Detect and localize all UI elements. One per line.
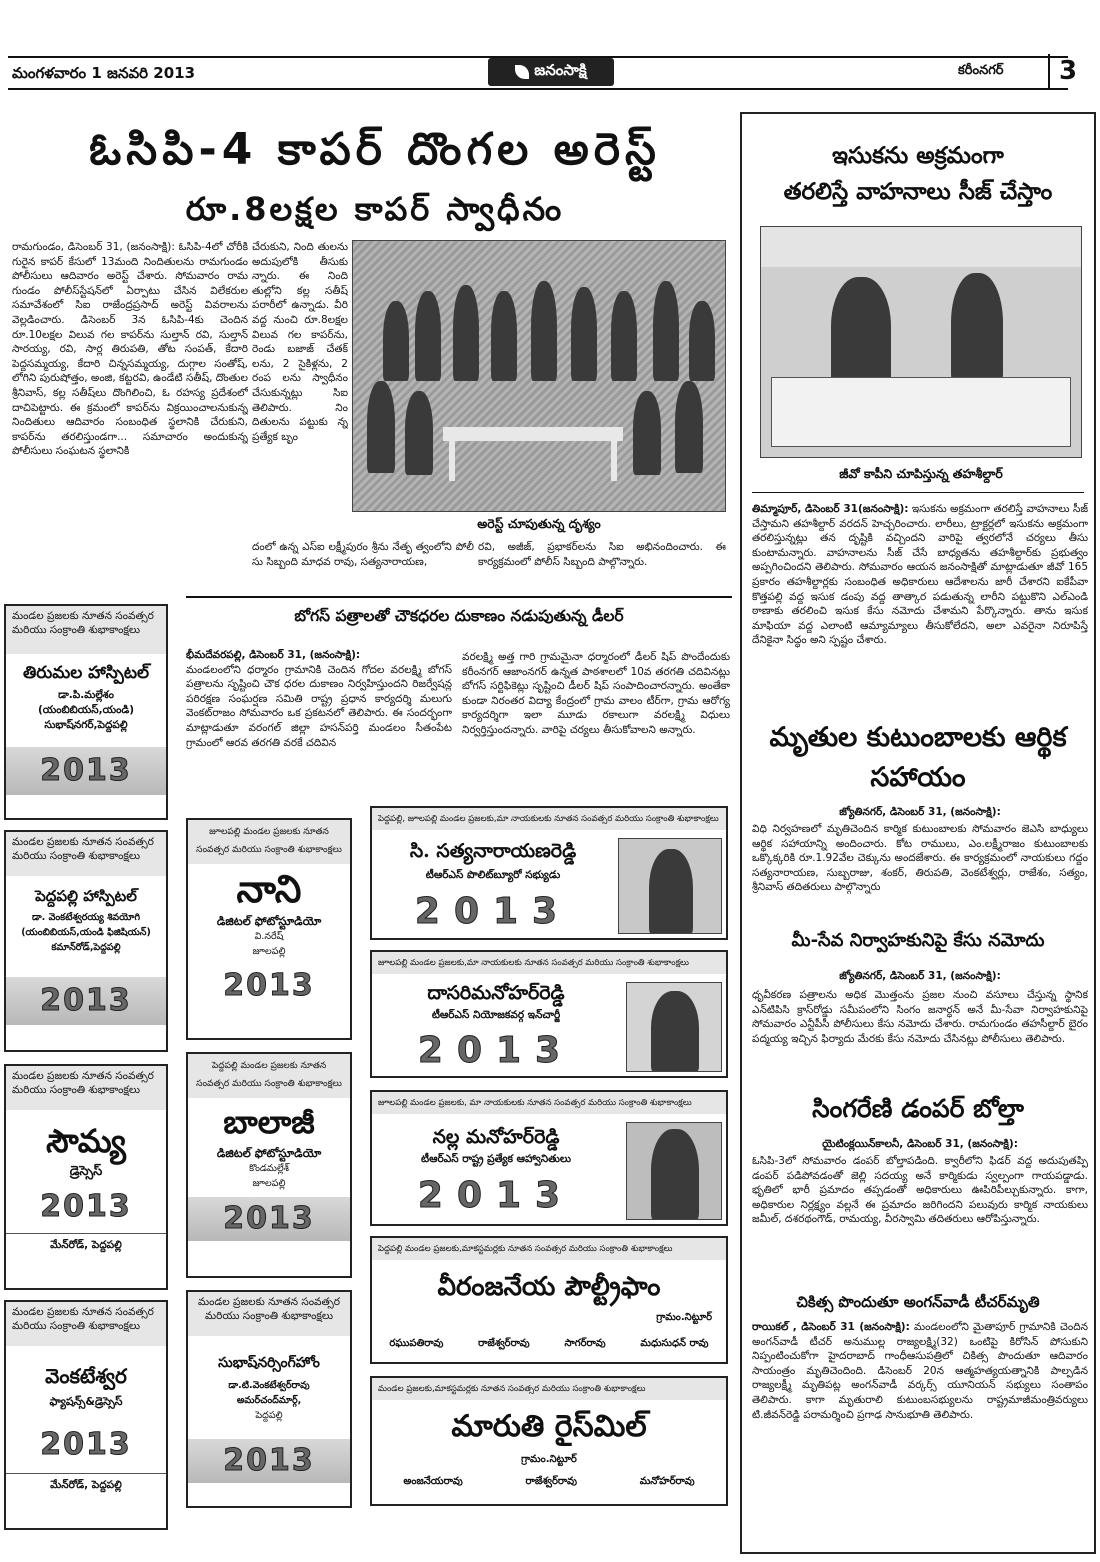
paper-name: జనంసాక్షి (534, 61, 587, 79)
ad-business-name: సుభాష్‌నర్సింగ్‌హోం (218, 1355, 320, 1371)
ad-venkateshwara (4, 1300, 168, 1530)
ad-greeting: జూలపల్లి మండల ప్రజలకు, మా నాయకులకు నూతన సంవత్సర మరియు సంక్రాంతి శుభాకాంక్షలు (372, 1092, 726, 1114)
leaf-icon (515, 65, 529, 79)
ad-greeting: జూలపల్లి మండల ప్రజలకు,మా నాయకులకు నూతన సంవత్సర మరియు సంక్రాంతి శుభాకాంక్షలు (372, 952, 726, 974)
ad-person-name: నల్ల మనోహర్‌రెడ్డి (432, 1126, 560, 1148)
ad-line: డా.పి.మల్లేశం (58, 689, 114, 701)
ad-greeting: మండల ప్రజలకు నూతన సంవత్సర మరియు సంక్రాంతి శుభాకాంక్షలు (6, 1066, 166, 1110)
bogus-headline: బోగస్‌ పత్రాలతో చౌకధరల దుకాణం నడుపుతున్న డీలర్‌ (294, 607, 624, 625)
ad-line: సుభాష్‌నగర్‌,పెద్దపల్లి (44, 719, 128, 731)
ad-tirumala (4, 604, 168, 820)
edition-city: కరీంనగర్ (958, 63, 1004, 78)
singareni-headline: సింగరేణి డంపర్‌ బోల్తా (812, 1094, 1024, 1123)
ad-footer: మేన్‌రోడ్‌, పెద్దపల్లి (6, 1473, 166, 1493)
ad-names-row (372, 1475, 726, 1489)
lead-bottom-left: దంలో ఉన్న ఎస్‌ఐ లక్ష్మీపురం శ్రీను నేతృ త్వంలోని పోలీ సు సిబ్బంది మాధవ రావు, సత్యనారాయణ, (252, 541, 474, 568)
ad-line: ఫ్యాషన్స్‌&డ్రెస్సెస్‌ (49, 1395, 123, 1408)
ad-business-name: మారుతి రైస్‌మిల్‌ (451, 1409, 647, 1444)
ad-footer: మేన్‌రోడ్‌, పెద్దపల్లి (6, 1233, 166, 1253)
meeseva-dateline: జ్యోతినగర్‌, డిసెంబర్‌ 31, (జనంసాక్షి): (839, 970, 1001, 982)
paper-logo (488, 58, 614, 86)
ad-balaji (186, 1052, 352, 1278)
ad-poultry (370, 1236, 728, 1364)
ad-line: అమర్‌చంద్‌మార్గ్‌, (236, 1395, 302, 1406)
bogus-rule (186, 596, 732, 598)
ad-person-name: దాసరిమనోహర్‌రెడ్డి (427, 982, 565, 1004)
bogus-text-1: మండలంలోని ధర్మారం గ్రామానికి చెందిన గోదల వరలక్ష్మి బోగస్‌ పత్రాలను సృష్టించి చౌక ధరల దుకాణం నిర్వహిస్తుందని రిజర్వేషన్ల పరిరక్షణ సంఘర్షణ సమితి రాష్ట్ర ప్రధాన కార్యదర్శి మలుగు వెంకట్‌రాజం సోమవారం ఒక ప్రకటనలో తెలిపారు. ఈ సందర్భంగా మాట్లాడుతూ వరంగల్‌ జిల్లా హసన్‌పర్తి మండలం సీతంపేట గ్రామంలో ఆరవ తరగతి వరకే చదివిన (186, 663, 452, 749)
bogus-column-1 (186, 648, 452, 796)
arrest-photo-caption: అరెస్ట్‌ చూపుతున్న దృశ్యం (477, 516, 601, 531)
issue-date: మంగళవారం 1 జనవరి 2013 (12, 64, 196, 82)
ad-business-name: సౌమ్య (46, 1122, 126, 1160)
ad-year: 2013 (6, 977, 166, 1025)
ad-soumya (4, 1064, 168, 1290)
ad-greeting: మండల ప్రజలకు,మాకస్టమర్లకు నూతన సంవత్సర మరియు సంక్రాంతి శుభాకాంక్షలు (372, 1378, 726, 1400)
ad-line: డిజిటల్‌ ఫోటోస్టూడియో (216, 1146, 322, 1160)
sand-body (752, 502, 1088, 708)
lead-column-2: చేరుకుని, నింది తులను అదుపులోకి తీసుకు న్నారు. ఈ నింది తుల్లోని కల్ల సతీష్‌ పరారీలో ఉన్నాడు. వీరి వద్ద నుంచి రూ.8లక్షల విలువ గల కాపర్‌ను, రెండు బజాజ్‌ చేతక్‌ లను, 2 సైకిళ్లను, 2 రంప లను స్వాధీనం చేసుకున్నట్లు సిఐ తెలిపారు. నిం దితులను పట్టుకు న్న ప్రత్యేక బృం (252, 241, 348, 443)
anganwadi-headline: చికిత్స పొందుతూ అంగన్‌వాడీ టీచర్‌మృతి (796, 1293, 1040, 1311)
ad-village: గ్రామం.నిట్టూర్‌ (521, 1454, 577, 1465)
ad-year: 2013 (417, 1030, 575, 1071)
ad-line: డా. వెంకటేశ్వరయ్య శివయోగి (31, 912, 140, 923)
sand-photo (760, 226, 1082, 458)
ad-line: జూలపల్లి (252, 1178, 286, 1189)
ad-line: డా.టి.వెంకటేశ్వర్‌రావు (228, 1380, 310, 1391)
ad-year: 2013 (417, 1175, 575, 1216)
masthead (0, 50, 1100, 94)
lead-headline: ఓసిపి-4 కాపర్‌ దొంగల అరెస్ట్‌ (89, 124, 661, 175)
ad-greeting: జూలపల్లి మండల ప్రజలకు నూతన సంవత్సర మరియు సంక్రాంతి శుభాకాంక్షలు (188, 820, 350, 864)
ad-greeting: మండల ప్రజలకు నూతన సంవత్సర మరియు సంక్రాంతి శుభాకాంక్షలు (6, 606, 166, 654)
ad-greeting: మండల ప్రజలకు నూతన సంవత్సర మరియు సంక్రాంతి శుభాకాంక్షలు (6, 1302, 166, 1346)
page-number: 3 (1048, 54, 1086, 90)
ad-business-name: తిరుమల హాస్పిటల్‌ (22, 663, 150, 683)
singareni-dateline: యైటింక్లయిన్‌కాలనీ, డిసెంబర్‌ 31, (జనంసాక్షి): (822, 1138, 1018, 1150)
ad-nalla-manohar-reddy (370, 1090, 728, 1226)
masthead-rule-bottom (8, 88, 1068, 90)
lead-bottom-right: రవి, అజీజ్‌, ప్రభాకర్‌లను సిఐ అభినందించారు. ఈ కార్యక్రమంలో పోలీస్‌ సిబ్బంది పాల్గొన్నారు. (478, 541, 726, 568)
bogus-column-2: వరలక్ష్మి అత్త గారి గ్రామమైనా ధర్మారంలో డీలర్‌ షిప్‌ పొందేందుకు కరీంనగర్‌ ఆజాంనగర్‌ ఉన్నత పాఠశాలలో 10వ తరగతి చదివినట్లు బోగస్‌ సర్టిఫికెట్లు సృష్టించి డీలర్‌ షిప్‌ సంపాదించారన్నారు. అంతేకా కుండా నిరంతర విద్యా కేంద్రంలో గ్రామ వాలం టీర్‌గా, గ్రామ ఆరోగ్య కార్యదర్శిగా ఇలా మూడు రకాలుగా వరలక్ష్మి విధులు నిర్వర్తిస్తుందన్నారు. వారిపై చర్యలు తీసుకోవాలని అన్నారు. (462, 651, 730, 736)
ad-year: 2013 (40, 1427, 132, 1462)
sand-headline-1: ఇసుకను అక్రమంగా (832, 143, 1004, 169)
ad-year: 2013 (188, 1439, 350, 1483)
ad-peddapalli-hospital (4, 830, 168, 1052)
ad-person: సాగర్‌రావు (564, 1338, 606, 1349)
ad-line: వి.నరేష్‌ (254, 931, 284, 942)
ad-business-name: వెంకటేశ్వర (45, 1364, 127, 1388)
ad-person-role: టీఆర్‌ఎస్‌ పొలిట్‌బ్యూరో సభ్యుడు (425, 869, 561, 881)
anganwadi-dateline: రాయికల్‌ , డిసెంబర్‌ 31 (జనంసాక్షి): (752, 1321, 910, 1333)
ad-greeting: పెద్దపల్లి మండల ప్రజలకు,మాకస్టమర్లకు నూతన సంవత్సర మరియు సంక్రాంతి శుభాకాంక్షలు (372, 1238, 726, 1260)
lead-subhead: రూ.8లక్షల కాపర్‌ స్వాధీనం (185, 190, 565, 228)
ad-line: (యంబిబియస్‌,యండి ఫిజిషియన్‌) (21, 927, 151, 938)
ad-greeting: పెద్దపల్లి, జూలపల్లి మండల ప్రజలకు,మా నాయకులకు నూతన సంవత్సర మరియు సంక్రాంతి శుభాకాంక్షలు (372, 808, 726, 830)
ad-line: కమాన్‌రోడ్‌,పెద్దపల్లి (51, 942, 121, 953)
arrest-photo (352, 240, 726, 512)
ad-person: రాజేశ్వర్‌రావు (525, 1476, 577, 1487)
sand-dateline: తిమ్మాపూర్‌, డిసెంబర్‌ 31(జనంసాక్షి): (752, 503, 909, 515)
sand-divider (752, 492, 1084, 493)
aid-headline-1: మృతుల కుటుంబాలకు ఆర్థిక (769, 722, 1067, 753)
ad-person: రఘుపతిరావు (389, 1338, 444, 1349)
sand-text: ఇసుకను అక్రమంగా తరలిస్తే వాహనాలు సీజ్‌ చేస్తామని తహశీల్దార్‌ వరదన్‌ హెచ్చరించారు. లారీలు, ట్రాక్టర్లలో ఇసుకను అక్రమంగా తరలిస్తున్నట్లు తన దృష్టికి వచ్చిందని వారిపై త్వరలోనే చర్యలు తీసు కుంటామన్నారు. వాహనాలను సీజ్‌ చేసే బాధ్యతను తహశీల్దార్‌కు ప్రభుత్వం అప్పగించిందని తెలిపారు. సోమవారం ఆయన జనంసాక్షితో మాట్లాడుతూ జీవో 165 ప్రకారం తహశీల్దార్లకు సంబంధిత అధికారులు ఆదేశాలను జారీ చేశారని ఐకేపీవా కొత్తపల్లి వద్ద ఇసుక డంపు వద్ద తాత్కార పడుతున్న లారీని పట్టుకొని ఎల్‌ఎండి ఠాణాకు తరలించి ఇసుక కేసు నమోదు చేశామని పేర్కొన్నారు. తాను ఇసుక మాఫియా వద్ద ఎలాంటి ఆమ్యామ్యాలు తీసుకోలేదని, అలా ఎవరైనా నిరూపిస్తే దేనికైనా సిద్ధం అని స్పష్టం చేశారు. (752, 503, 1088, 647)
anganwadi-body (752, 1320, 1088, 1496)
ad-greeting: పెద్దపల్లి మండల ప్రజలకు నూతన సంవత్సర మరియు సంక్రాంతి శుభాకాంక్షలు (188, 1054, 350, 1098)
ad-year: 2013 (40, 1189, 132, 1224)
ad-person-role: టీఆర్‌ఎస్‌ నియోజకవర్గ ఇన్‌చార్జీ (431, 1009, 561, 1021)
aid-dateline: జ్యోతినగర్‌, డిసెంబర్‌ 31, (జనంసాక్షి): (839, 806, 1001, 818)
ad-person: అంజనేయరావు (403, 1476, 463, 1487)
ad-line: (యంబిబియస్‌,యండి) (37, 704, 135, 716)
ad-line: డ్రెస్సెస్‌ (69, 1164, 103, 1179)
ad-subhash-nursing (186, 1290, 352, 1508)
aid-headline-2: సహాయం (870, 762, 966, 793)
ad-year: 2013 (6, 747, 166, 795)
singareni-body: ఓసిపి-3లో సోమవారం డంపర్‌ బోల్తాపడింది. క్వారీలోని ఫిడర్‌ వద్ద అదుపుతప్పి డంపర్‌ పడిపోవడంతో జెల్లి సదయ్య అనే కార్మికుడు స్వల్పంగా గాయపడ్డాడు. భృతిలో భారీ ప్రమాదం తప్పడంతో అధికారులు ఊపిరిపీల్చుకున్నారు. కాగా, అధికారుల నిర్లక్ష్యం వల్లనే ఈ ప్రమాదం జరిగిందని పలువురు కార్మిక నాయకులు జమీల్‌, దశరథంగౌడ్‌, రామయ్య, వీరస్వామి తదితరులు ఆరోపిస్తున్నారు. (752, 1155, 1088, 1226)
ad-greeting: మండల ప్రజలకు నూతన సంవత్సర మరియు సంక్రాంతి శుభాకాంక్షలు (6, 832, 166, 876)
ad-rice-mill (370, 1376, 728, 1506)
ad-line: కొండమల్లేశ్‌ (249, 1163, 289, 1174)
ad-person-role: టీఆర్‌ఎస్‌ రాష్ట్ర ప్రత్యేక ఆహ్వానితులు (421, 1153, 571, 1165)
ad-year: 2013 (414, 891, 572, 932)
ad-portrait (626, 1122, 722, 1220)
ad-dasari-manohar-reddy (370, 950, 728, 1078)
ad-portrait (618, 838, 722, 934)
aid-body: విధి నిర్వహణలో మృతిచెందిన కార్మిక కుటుంబాలకు సోమవారం జెఎసి బాధ్యులు ఆర్థిక సహాయాన్ని అందించారు. కోట రాములు, ఎం.లక్ష్మీరాజం కుటుంబాలకు ఒక్కొక్కరికి రూ.1.92వేల చెక్కును అందజేశారు. ఈ కార్యక్రమంలో నాయకులు గద్దం సత్యనారాయణ, సుబ్బరాజు, శంకర్‌, తిరుపతి, వెంకటేశ్వర్లు, రాజేశం, సత్యం, శ్రీనివాస్‌ తదితరులు పాల్గొన్నారు (752, 823, 1088, 894)
ad-year: 2013 (188, 1197, 350, 1241)
meeseva-body: ధృవీకరణ పత్రాలను అధిక మొత్తంను ప్రజల నుంచి వసూలు చేస్తున్న స్థానిక ఎన్‌టిపిసి క్రాస్‌రోడ్డు సమీపంలోని సింగం జనార్ధన్‌ అనే మీ-సేవా నిర్వాహకునిపై సోమవారం ఎన్టీపీసీ పోలీసులు కేసు నమోదు చేశారు. రామగుండం తహసీల్దార్‌ బైరం పద్మయ్య ఇచ్చిన ఫిర్యాదు మేరకు కేసు నమోదు చేసినట్లు పోలీసులు తెలిపారు. (752, 989, 1088, 1045)
ad-business-name: బాలాజీ (223, 1103, 315, 1141)
ad-line: జూలపల్లి (252, 946, 286, 957)
ad-business-name: పెద్దపల్లి హాస్పిటల్‌ (35, 887, 137, 905)
ad-business-name: వీరంజనేయ పౌల్ట్రీఫాం (437, 1272, 661, 1302)
anganwadi-text: మండలంలోని మైతాపూర్‌ గ్రామానికి చెందిన అంగన్‌వాడీ టీచర్‌ అనుముల్ల రాజ్యలక్ష్మి(32) ఒంటిపై కిరోసిన్‌ పోసుకుని నిప్పంటించుకోగా హైదరాబాద్‌ గాంధీఆసుపత్రిలో చికిత్స పొందుతూ ఆదివారం సాయంత్రం మృతిచెందింది. డిసెంబర్‌ 20న ఆత్మహత్యయత్నానికి పాల్పడిన రాజ్యలక్ష్మీ మృతిపట్ల అంగన్‌వాడీ వర్కర్స్‌ యూనియన్‌ సభ్యులు సంతాపం తెలిపారు. కాగా మృతురాలి కుటుంబసభ్యులను రాష్ట్రమాజీమంత్రివర్యులు టి.జీవన్‌రెడ్డి పరామర్శించి ప్రగాఢ సానుభూతి తెలిపారు. (752, 1321, 1088, 1421)
meeseva-headline: మీ-సేవ నిర్వాహకునిపై కేసు నమోదు (791, 930, 1045, 951)
sand-headline-2: తరలిస్తే వాహనాలు సీజ్‌ చేస్తాం (783, 179, 1053, 205)
ad-line: పెద్దపల్లి (255, 1410, 283, 1421)
ad-year: 2013 (223, 968, 315, 1003)
bogus-dateline: భీమదేవరపల్లి, డిసెంబర్‌ 31, (జనంసాక్షి): (186, 649, 361, 661)
ad-village: గ్రామం.నిట్టూర్‌ (656, 1312, 712, 1323)
ad-business-name: నాని (236, 866, 302, 911)
ad-person-name: సి. సత్యనారాయణరెడ్డి (409, 840, 577, 862)
ad-line: డిజిటల్‌ ఫోటోస్టూడియో (216, 914, 322, 928)
ad-person: మధుసుధన్‌ రావు (640, 1338, 709, 1349)
ad-nani (186, 818, 352, 1040)
lead-column-1: రామగుండం, డిసెంబర్‌ 31, (జనంసాక్షి): ఓసిపి-4లో చోరీకి గురైన కాపర్‌ కేసులో 13మంది నిందితులను రామగుండం పోలీసులు ఆదివారం అరెస్ట్‌ చేశారు. సోమవారం రామ గుండం పోలీస్‌స్టేషన్‌లో ఏర్పాటు చేసిన విలేకరుల సమావేశంలో సిఐ రాజేంద్రప్రసాద్‌ అరెస్ట్‌ వివరాలను వెల్లడించారు. డిసెంబర్‌ 3న ఓసిపి-4కు చెందిన రూ.10లక్షల విలువ గల కాపర్‌ను సుల్తాన్‌ రవి, సుల్తాన్‌ సారయ్య, రవి, సార్ల తిరుపతి, తోట సంపత్‌, కేదారి పెద్దసమ్మయ్య, కేదారి చిన్నసమ్మయ్య, దుగ్గాల సంతోష్‌, లోగిని పురుషోత్తం, అంజి, కట్టరవి, ఉండేటి సతీష్‌, దొంతుల శ్రీనివాస్‌, కల్ల సతీష్‌లు దొంగిలించి, ఓ రహస్య ప్రదేశంలో దాచిపెట్టారు. ఈ క్రమంలో కాపర్‌ను విక్రయించాలనుకున్న నిందితులు ఆదివారం సంబంధిత స్థలానికి చేరుకుని, కాపర్‌ను తరలిస్తుండగా... సమాచారం అందుకున్న పోలీసులు సంఘటన స్థలానికి (12, 241, 248, 458)
sand-photo-caption: జీవో కాపీని చూపిస్తున్న తహశీల్దార్‌ (839, 466, 1003, 481)
ad-satyanarayana-reddy (370, 806, 728, 940)
ad-greeting: మండల ప్రజలకు నూతన సంవత్సర మరియు సంక్రాంతి శుభాకాంక్షలు (188, 1292, 350, 1336)
ad-portrait (626, 982, 722, 1072)
ad-names-row (372, 1337, 726, 1351)
ad-person: రాజేశ్వర్‌రావు (478, 1338, 530, 1349)
ad-person: మనోహర్‌రావు (639, 1476, 695, 1487)
